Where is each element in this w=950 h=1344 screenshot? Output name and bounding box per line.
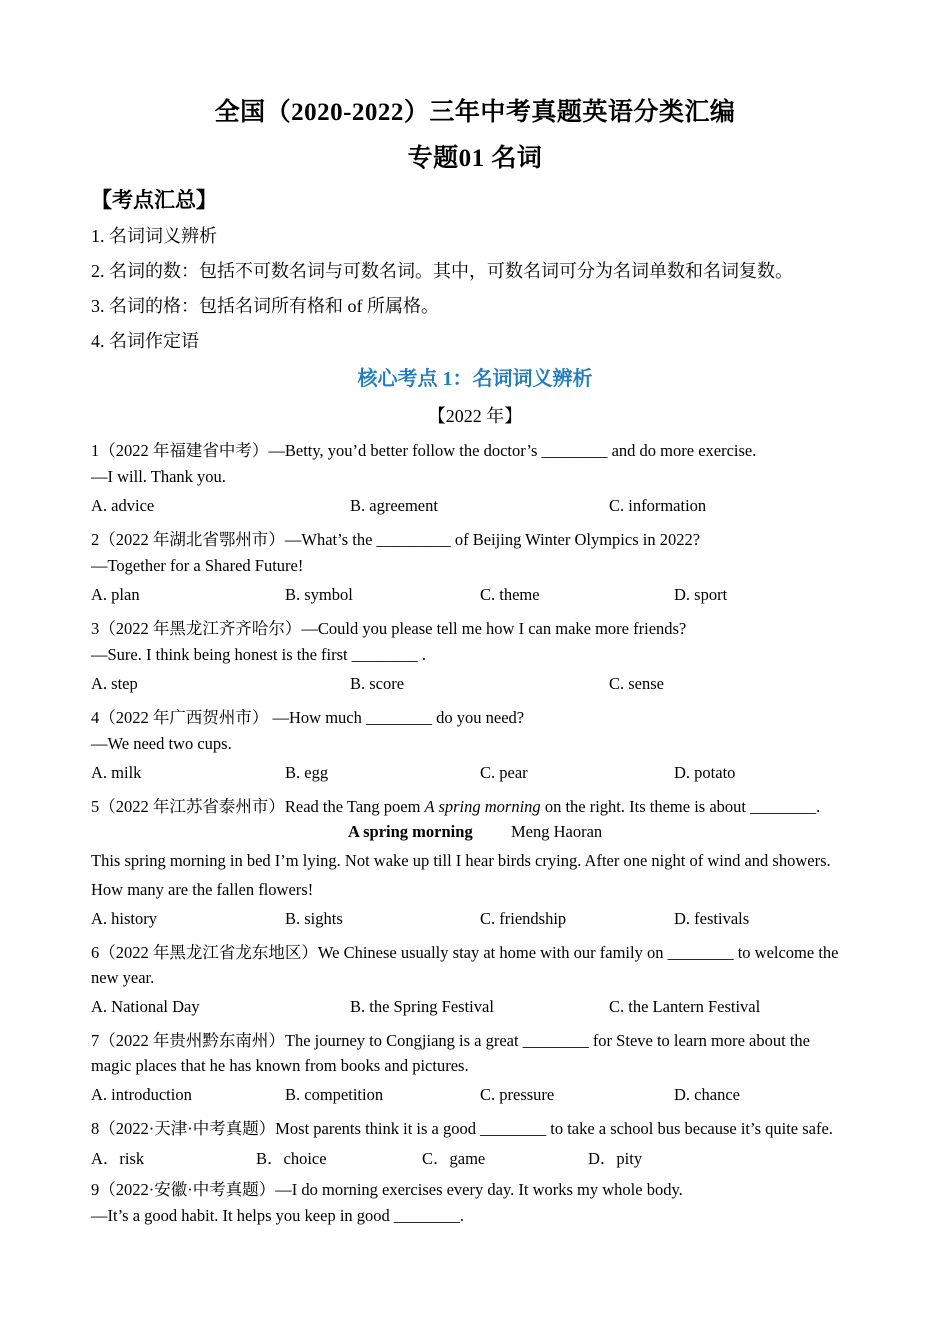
question-reply: —It’s a good habit. It helps you keep in good ________. [91, 1206, 465, 1225]
question-stem: 4（2022 年广西贺州市） —How much ________ do you need? [91, 708, 525, 727]
summary-item: 2. 名词的数：包括不可数名词与可数名词。其中，可数名词可分为名词单数和名词复数。 [91, 261, 793, 281]
option-d: D. festivals [674, 909, 750, 928]
option-a: A．risk [91, 1149, 145, 1168]
option-b: B. score [350, 674, 405, 693]
option-a: A. plan [91, 585, 140, 604]
option-a: A. history [91, 909, 157, 928]
question-stem: magic places that he has known from books and pictures. [91, 1056, 469, 1075]
core-point-title: 核心考点 1：名词词义辨析 [357, 368, 593, 390]
poem-name-italic: A spring morning [424, 797, 541, 816]
option-c: C. theme [480, 585, 540, 604]
option-c: C. sense [609, 674, 664, 693]
option-b: B．choice [256, 1149, 327, 1168]
poem-text: This spring morning in bed I’m lying. Not wake up till I hear birds crying. After one night of wind and showers. [91, 851, 831, 870]
option-b: B. sights [285, 909, 343, 928]
question-stem: 7（2022 年贵州黔东南州）The journey to Congjiang is a great ________ for Steve to learn more about the [91, 1031, 810, 1050]
year-heading: 【2022 年】 [427, 406, 523, 426]
summary-item: 1. 名词词义辨析 [91, 226, 217, 246]
question-reply: —We need two cups. [91, 734, 232, 753]
question-reply: —Sure. I think being honest is the first ________ . [91, 645, 427, 664]
summary-heading: 【考点汇总】 [91, 188, 217, 212]
option-a: A. National Day [91, 997, 200, 1016]
option-d: D. potato [674, 763, 736, 782]
summary-item: 4. 名词作定语 [91, 331, 199, 351]
document-subtitle: 专题01 名词 [407, 145, 543, 172]
option-c: C. information [609, 496, 707, 515]
question-stem: 1（2022 年福建省中考）—Betty, you’d better follow the doctor’s ________ and do more exercise. [91, 441, 757, 460]
option-c: C. pressure [480, 1085, 555, 1104]
poem-author: Meng Haoran [511, 822, 603, 841]
poem-title: A spring morning [348, 822, 473, 841]
stem-text: 5（2022 年江苏省泰州市）Read the Tang poem [91, 797, 425, 816]
question-reply: —I will. Thank you. [91, 467, 226, 486]
summary-item: 3. 名词的格：包括名词所有格和 of 所属格。 [91, 296, 439, 316]
option-d: D．pity [588, 1149, 643, 1168]
document-title: 全国（2020-2022）三年中考真题英语分类汇编 [214, 99, 736, 126]
question-stem [91, 793, 820, 817]
question-reply: —Together for a Shared Future! [91, 556, 304, 575]
option-c: C. friendship [480, 909, 567, 928]
option-d: D. sport [674, 585, 728, 604]
option-a: A. introduction [91, 1085, 192, 1104]
question-stem: 9（2022·安徽·中考真题）—I do morning exercises every day. It works my whole body. [91, 1180, 683, 1199]
option-b: B. agreement [350, 496, 438, 515]
option-a: A. milk [91, 763, 142, 782]
option-a: A. advice [91, 496, 155, 515]
question-stem: 3（2022 年黑龙江齐齐哈尔）—Could you please tell me how I can make more friends? [91, 619, 687, 638]
option-b: B. egg [285, 763, 329, 782]
option-b: B. the Spring Festival [350, 997, 494, 1016]
option-a: A. step [91, 674, 138, 693]
option-c: C. the Lantern Festival [609, 997, 761, 1016]
poem-text: How many are the fallen flowers! [91, 880, 314, 899]
option-b: B. competition [285, 1085, 384, 1104]
option-d: D. chance [674, 1085, 740, 1104]
question-stem: 8（2022·天津·中考真题）Most parents think it is a good ________ to take a school bus because it’s quite safe. [91, 1119, 833, 1138]
question-stem: 2（2022 年湖北省鄂州市）—What’s the _________ of Beijing Winter Olympics in 2022? [91, 530, 701, 549]
question-stem: 6（2022 年黑龙江省龙东地区）We Chinese usually stay at home with our family on ________ to welcome the [91, 943, 839, 962]
option-c: C. pear [480, 763, 528, 782]
question-stem: new year. [91, 968, 155, 987]
option-c: C．game [422, 1149, 486, 1168]
option-b: B. symbol [285, 585, 353, 604]
stem-text: on the right. Its theme is about ________. [540, 797, 821, 816]
